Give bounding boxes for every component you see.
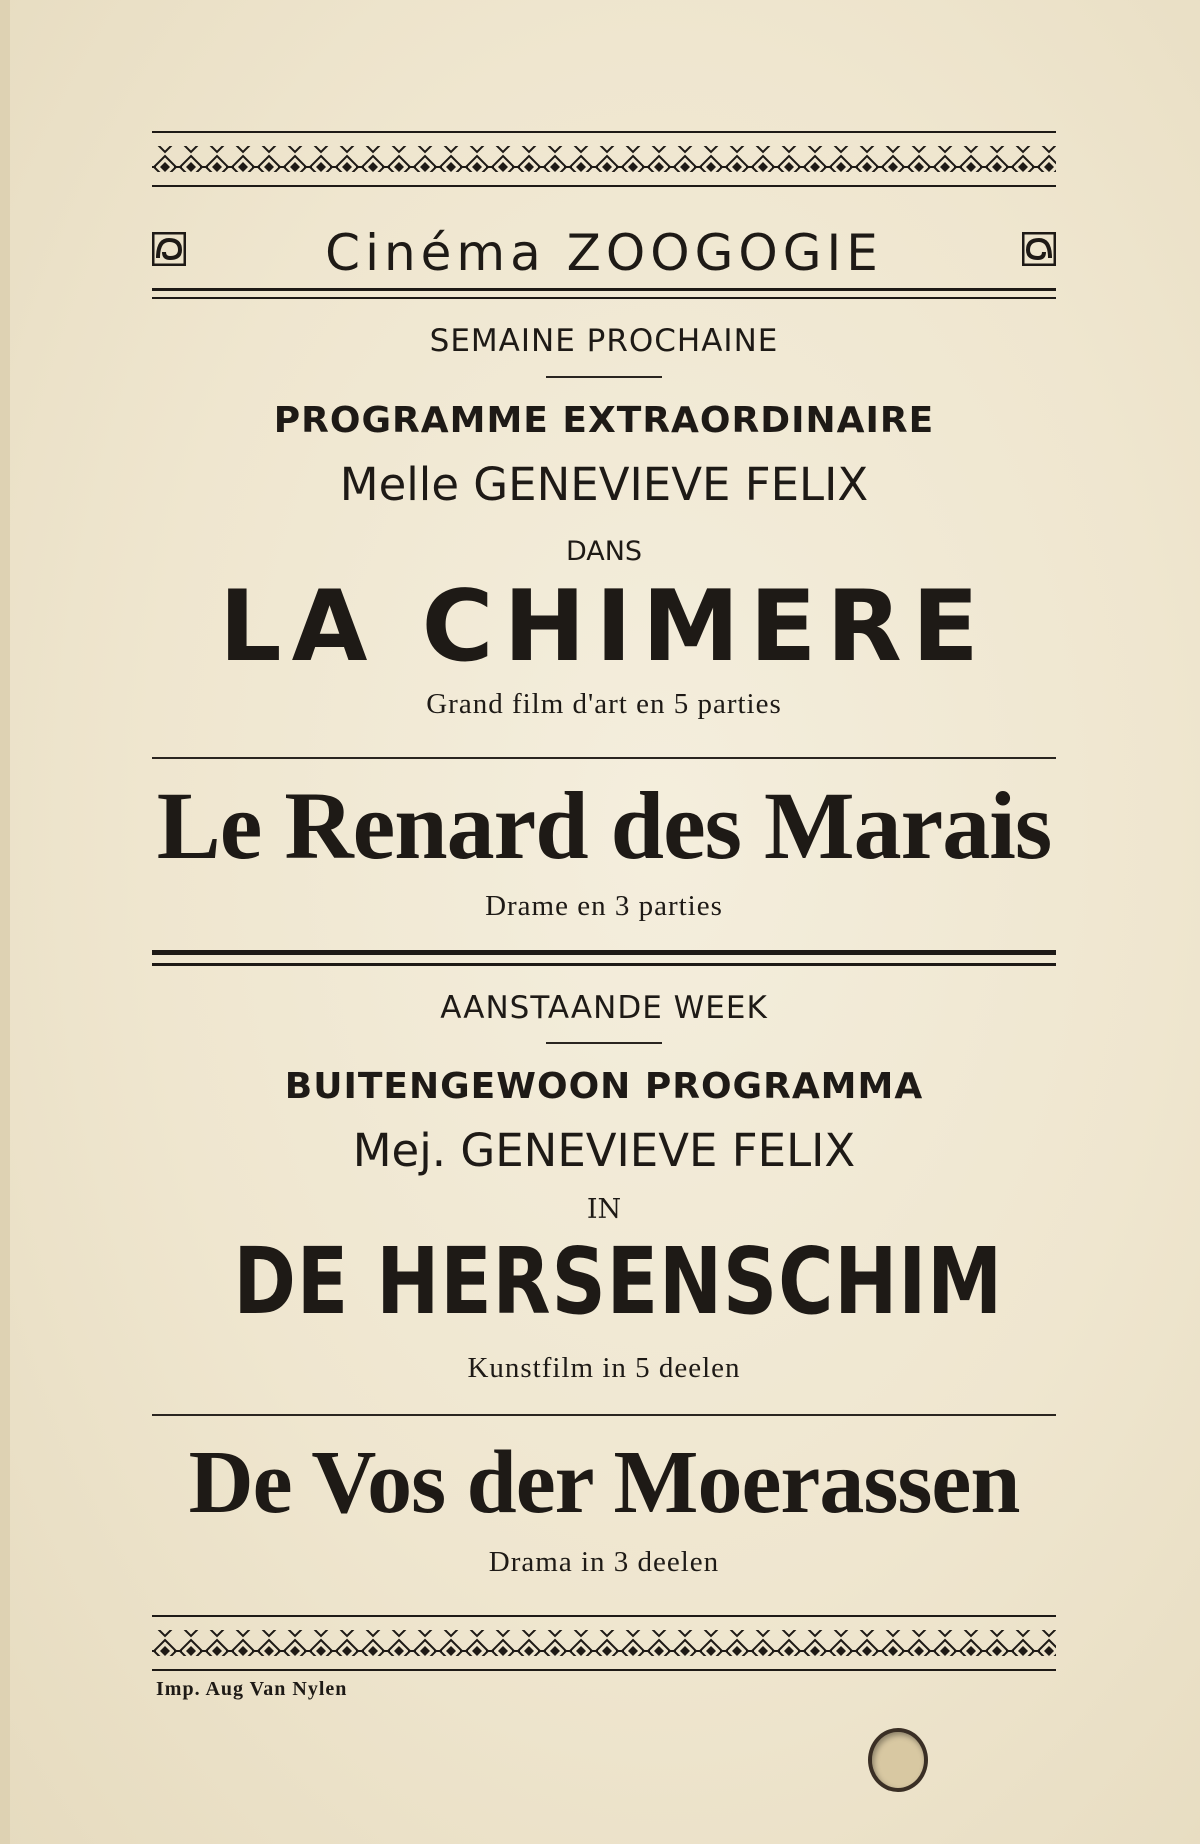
french-feature-subtitle: Grand film d'art en 5 parties	[426, 688, 782, 720]
french-connector: DANS	[565, 536, 643, 567]
french-second-subtitle: Drame en 3 parties	[485, 890, 723, 922]
french-artist: Melle GENEVIEVE FELIX	[339, 458, 869, 511]
short-divider	[546, 1042, 662, 1044]
french-kicker: SEMAINE PROCHAINE	[429, 323, 779, 359]
cinema-label: Cinéma	[325, 224, 546, 282]
cinema-header	[152, 206, 1056, 292]
header-double-rule	[152, 288, 1056, 299]
printer-imprint: Imp. Aug Van Nylen	[156, 1678, 348, 1700]
dutch-artist: Mej. GENEVIEVE FELIX	[352, 1124, 856, 1177]
cinema-name: ZOOGOGIE	[566, 224, 883, 282]
bottom-ornament-border	[152, 1612, 1056, 1672]
cinema-title	[325, 224, 883, 282]
paper-edge	[0, 0, 10, 1844]
dutch-second-title: De Vos der Moerassen	[188, 1433, 1020, 1532]
french-second-title: Le Renard des Marais	[156, 772, 1052, 879]
punch-hole	[868, 1728, 928, 1792]
dutch-kicker: AANSTAANDE WEEK	[440, 990, 768, 1026]
top-ornament-border	[152, 128, 1056, 188]
short-divider	[546, 376, 662, 378]
language-divider	[152, 950, 1056, 966]
dutch-feature-subtitle: Kunstfilm in 5 deelen	[467, 1352, 741, 1384]
corner-ornament-icon	[1022, 232, 1056, 266]
dutch-second-subtitle: Drama in 3 deelen	[488, 1546, 720, 1578]
section-divider	[152, 757, 1056, 759]
french-feature-title: LA CHIMERE	[219, 570, 989, 684]
dutch-connector: IN	[586, 1194, 622, 1225]
dutch-feature-title: DE HERSENSCHIM	[233, 1228, 1004, 1335]
corner-ornament-icon	[152, 232, 186, 266]
french-program: PROGRAMME EXTRAORDINAIRE	[273, 400, 935, 441]
dutch-program: BUITENGEWOON PROGRAMMA	[284, 1066, 924, 1107]
section-divider	[152, 1414, 1056, 1416]
